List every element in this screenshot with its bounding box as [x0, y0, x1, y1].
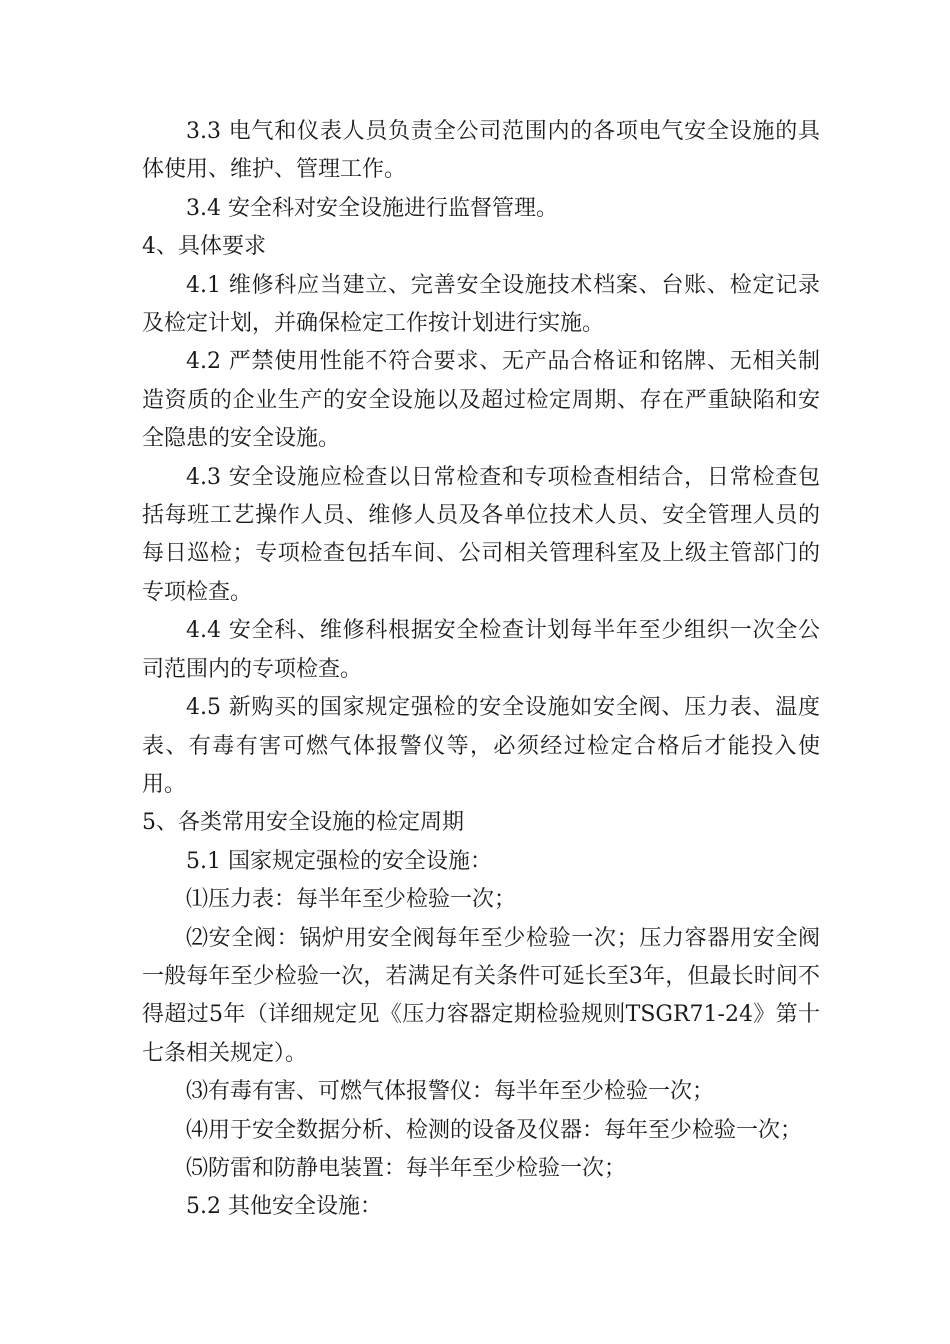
list-item-4: ⑷用于安全数据分析、检测的设备及仪器：每年至少检验一次；	[186, 1117, 803, 1143]
paragraph-4-3: 4.3 安全设施应检查以日常检查和专项检查相结合，日常检查包括每班工艺操作人员、维修人员及各单位技术人员、安全管理人员的每日巡检；专项检查包括车间、公司相关管理科室及上级主管部门的专项检查。	[142, 464, 820, 605]
paragraph-4-2: 4.2 严禁使用性能不符合要求、无产品合格证和铭牌、无相关制造资质的企业生产的安全设施以及超过检定周期、存在严重缺陷和安全隐患的安全设施。	[142, 349, 820, 452]
section-heading-5: 5、各类常用安全设施的检定周期	[142, 810, 464, 836]
document-body	[142, 113, 820, 1227]
paragraph-3-3: 3.3 电气和仪表人员负责全公司范围内的各项电气安全设施的具体使用、维护、管理工作。	[142, 119, 820, 183]
list-item-2: ⑵安全阀：锅炉用安全阀每年至少检验一次；压力容器用安全阀一般每年至少检验一次，若满足有关条件可延长至3年，但最长时间不得超过5年（详细规定见《压力容器定期检验规则TSGR71-24》第十七条相关规定）。	[142, 925, 820, 1066]
paragraph-5-2: 5.2 其他安全设施：	[186, 1194, 382, 1220]
paragraph-3-4: 3.4 安全科对安全设施进行监督管理。	[186, 195, 558, 221]
section-heading-4: 4、具体要求	[142, 234, 266, 260]
paragraph-5-1: 5.1 国家规定强检的安全设施：	[186, 848, 492, 874]
paragraph-4-1: 4.1 维修科应当建立、完善安全设施技术档案、台账、检定记录及检定计划，并确保检定工作按计划进行实施。	[142, 272, 820, 337]
list-item-3: ⑶有毒有害、可燃气体报警仪：每半年至少检验一次；	[186, 1079, 715, 1105]
paragraph-4-5: 4.5 新购买的国家规定强检的安全设施如安全阀、压力表、温度表、有毒有害可燃气体报警仪等，必须经过检定合格后才能投入使用。	[142, 695, 820, 797]
list-item-5: ⑸防雷和防静电装置：每半年至少检验一次；	[186, 1155, 627, 1181]
paragraph-4-4: 4.4 安全科、维修科根据安全检查计划每半年至少组织一次全公司范围内的专项检查。	[142, 618, 820, 682]
list-item-1: ⑴压力表：每半年至少检验一次；	[186, 887, 517, 913]
